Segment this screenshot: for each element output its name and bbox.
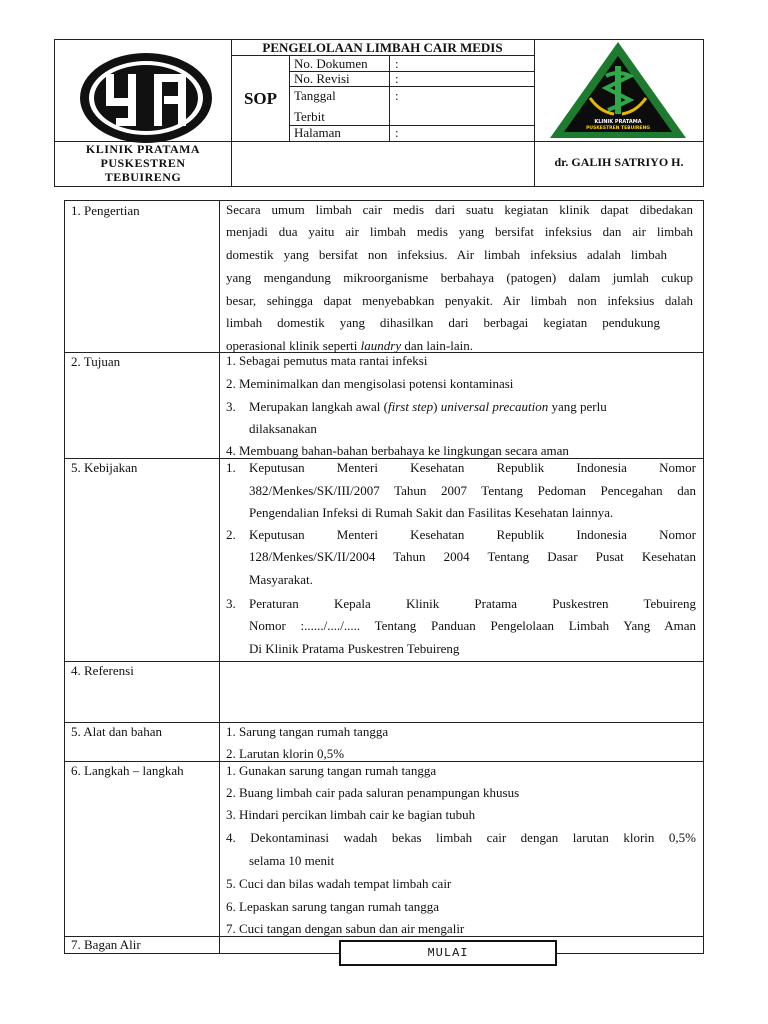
field-no-dokumen-value: :	[395, 56, 399, 71]
langkah-item: 2. Buang limbah cair pada saluran penampungan khusus	[226, 785, 520, 800]
kebijakan-num: 1.	[226, 460, 236, 475]
pengertian-line: menjadi dua yaitu air limbah medis yang bersifat infeksius dan air limbah	[226, 224, 693, 239]
kebijakan-line: Keputusan Menteri Kesehatan Republik Indonesia Nomor	[249, 460, 696, 475]
emblem-text-2: PUSKESTREN TEBUIRENG	[586, 126, 650, 131]
section-bagan-label: 7. Bagan Alir	[71, 937, 141, 952]
kebijakan-line: Keputusan Menteri Kesehatan Republik Indonesia Nomor	[249, 527, 696, 542]
field-no-revisi-label: No. Revisi	[294, 71, 350, 86]
langkah-item-4: 4. Dekontaminasi wadah bekas limbah cair dengan larutan klorin 0,5%	[226, 830, 696, 845]
emblem-text-1: KLINIK PRATAMA	[594, 119, 642, 125]
laundry-term: laundry	[360, 338, 402, 353]
section-kebijakan-label: 5. Kebijakan	[71, 460, 138, 475]
pengertian-last-text: operasional klinik seperti	[226, 338, 361, 353]
flowchart-start-label: MULAI	[427, 946, 469, 960]
field-terbit-label: Terbit	[294, 109, 325, 124]
flowchart-start-box	[339, 940, 557, 966]
first-step-term: first step	[387, 399, 434, 414]
clinic-name-line-2: PUSKESTREN	[100, 156, 186, 170]
tujuan-item: 1. Sebagai pemutus mata rantai infeksi	[226, 353, 428, 368]
kebijakan-line: Di Klinik Pratama Puskestren Tebuireng	[249, 641, 460, 656]
pengertian-line: Secara umum limbah cair medis dari suatu kegiatan klinik dapat dibedakan	[226, 202, 693, 217]
section-alat-label: 5. Alat dan bahan	[71, 724, 162, 739]
kebijakan-line: Peraturan Kepala Klinik Pratama Puskestren Tebuireng	[249, 596, 696, 611]
clinic-logo	[76, 50, 216, 146]
section-langkah-label: 6. Langkah – langkah	[71, 763, 184, 778]
kebijakan-line: 128/Menkes/SK/II/2004 Tahun 2004 Tentang Dasar Pusat Kesehatan	[249, 549, 696, 564]
clinic-name	[56, 142, 230, 184]
section-referensi-label: 4. Referensi	[71, 663, 134, 678]
pengertian-line: besar, sehingga dapat menyebabkan penyakit. Air limbah non infeksius dalah	[226, 293, 693, 308]
alat-item: 2. Larutan klorin 0,5%	[226, 746, 345, 761]
kebijakan-line: 382/Menkes/SK/III/2007 Tahun 2007 Tentang Pedoman Pencegahan dan	[249, 483, 696, 498]
field-tanggal-value: :	[395, 88, 399, 103]
kebijakan-num: 3.	[226, 596, 236, 611]
tujuan-item-3-text: Merupakan langkah awal (	[249, 399, 388, 414]
langkah-item: 5. Cuci dan bilas wadah tempat limbah cair	[226, 876, 452, 891]
alat-item: 1. Sarung tangan rumah tangga	[226, 724, 389, 739]
field-tanggal-label: Tanggal	[294, 88, 336, 103]
kebijakan-line: Pengendalian Infeksi di Rumah Sakit dan Fasilitas Kesehatan lainnya.	[249, 505, 614, 520]
tujuan-item-3-num: 3.	[226, 399, 236, 414]
langkah-item: 7. Cuci tangan dengan sabun dan air mengalir	[226, 921, 465, 936]
tujuan-item-3-text: yang perlu	[548, 399, 607, 414]
kebijakan-line: Nomor :....../..../..... Tentang Panduan Pengelolaan Limbah Yang Aman	[249, 618, 696, 633]
kebijakan-num: 2.	[226, 527, 236, 542]
pengertian-line: domestik yang bersifat non infeksius. Air limbah infeksius adalah limbah	[226, 247, 667, 262]
langkah-item: 3. Hindari percikan limbah cair ke bagian tubuh	[226, 807, 476, 822]
tujuan-item-3-cont: dilaksanakan	[249, 421, 317, 436]
clinic-name-line-1: KLINIK PRATAMA	[85, 142, 201, 156]
pengertian-last-text: dan lain-lain.	[401, 338, 473, 353]
pengertian-last-line	[226, 338, 473, 354]
langkah-item-4-cont: selama 10 menit	[249, 853, 335, 868]
section-pengertian-label: 1. Pengertian	[71, 203, 140, 218]
langkah-item: 1. Gunakan sarung tangan rumah tangga	[226, 763, 437, 778]
sop-label: SOP	[243, 89, 278, 108]
langkah-item: 6. Lepaskan sarung tangan rumah tangga	[226, 899, 439, 914]
tujuan-item: 2. Meminimalkan dan mengisolasi potensi kontaminasi	[226, 376, 514, 391]
tujuan-item-3	[226, 399, 607, 415]
clinic-emblem	[548, 40, 688, 140]
field-halaman-value: :	[395, 125, 399, 140]
pengertian-line: limbah domestik yang dihasilkan dari berbagai kegiatan pendukung	[226, 315, 660, 330]
kebijakan-line: Masyarakat.	[249, 572, 313, 587]
field-no-dokumen-label: No. Dokumen	[294, 56, 368, 71]
field-no-revisi-value: :	[395, 71, 399, 86]
universal-precaution-term: universal precaution	[440, 399, 549, 414]
clinic-name-line-3: TEBUIRENG	[104, 170, 182, 184]
tujuan-item: 4. Membuang bahan-bahan berbahaya ke lingkungan secara aman	[226, 443, 569, 458]
field-halaman-label: Halaman	[294, 125, 341, 140]
tujuan-item-3-text: )	[433, 399, 441, 414]
section-tujuan-label: 2. Tujuan	[71, 354, 121, 369]
document-title: PENGELOLAAN LIMBAH CAIR MEDIS	[262, 40, 503, 55]
pengertian-line: yang mengandung mikroorganisme berbahaya (patogen) dalam jumlah cukup	[226, 270, 693, 285]
signatory-name: dr. GALIH SATRIYO H.	[554, 155, 684, 169]
